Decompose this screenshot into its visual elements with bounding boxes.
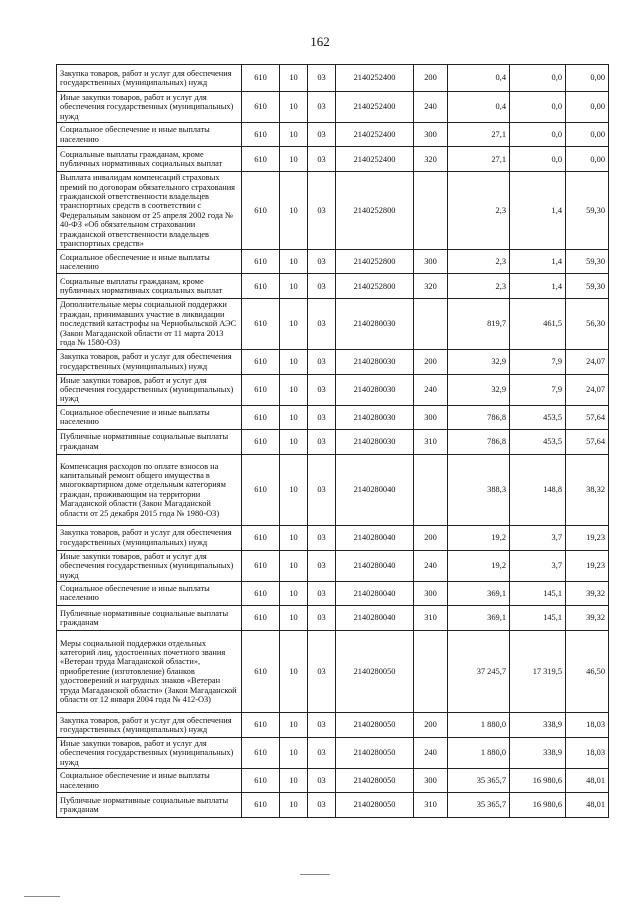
execution-percent: 18,03 <box>566 737 609 768</box>
expense-type-code <box>414 299 448 349</box>
expense-type-code: 300 <box>414 769 448 793</box>
target-article-code: 2140252800 <box>336 172 414 250</box>
target-article-code: 2140280050 <box>336 769 414 793</box>
target-article-code: 2140280050 <box>336 630 414 712</box>
table-row <box>57 65 609 92</box>
executed-amount: 7,9 <box>510 349 566 374</box>
table-row <box>57 429 609 454</box>
row-name: Закупка товаров, работ и услуг для обеспечения государственных (муниципальных) нужд <box>57 712 242 737</box>
table-row <box>57 405 609 429</box>
table-row <box>57 123 609 147</box>
expense-type-code: 300 <box>414 581 448 605</box>
plan-amount: 819,7 <box>448 299 510 349</box>
section-code: 10 <box>280 65 308 92</box>
executed-amount: 338,9 <box>510 737 566 768</box>
expense-type-code <box>414 454 448 525</box>
plan-amount: 2,3 <box>448 274 510 299</box>
execution-percent: 19,23 <box>566 550 609 581</box>
row-name: Меры социальной поддержки отдельных категорий лиц, удостоенных почетного звания «Ветеран труда Магаданской области», приобретение (изготовление) бланков удостоверений и нагрудных знаков «Ветеран труда Магаданской области» (Закон Магаданской области от 12 января 2004 года № 412-ОЗ) <box>57 630 242 712</box>
row-name: Социальное обеспечение и иные выплаты населению <box>57 581 242 605</box>
ministry-code: 610 <box>242 737 280 768</box>
row-name: Публичные нормативные социальные выплаты гражданам <box>57 793 242 818</box>
plan-amount: 2,3 <box>448 172 510 250</box>
target-article-code: 2140252800 <box>336 250 414 274</box>
ministry-code: 610 <box>242 793 280 818</box>
subsection-code: 03 <box>308 429 336 454</box>
ministry-code: 610 <box>242 349 280 374</box>
plan-amount: 35 365,7 <box>448 769 510 793</box>
section-code: 10 <box>280 769 308 793</box>
row-name: Социальное обеспечение и иные выплаты населению <box>57 769 242 793</box>
ministry-code: 610 <box>242 550 280 581</box>
plan-amount: 27,1 <box>448 123 510 147</box>
subsection-code: 03 <box>308 250 336 274</box>
target-article-code: 2140252400 <box>336 65 414 92</box>
executed-amount: 461,5 <box>510 299 566 349</box>
table-row <box>57 454 609 525</box>
section-code: 10 <box>280 525 308 550</box>
plan-amount: 27,1 <box>448 147 510 172</box>
target-article-code: 2140280040 <box>336 581 414 605</box>
execution-percent: 18,03 <box>566 712 609 737</box>
executed-amount: 145,1 <box>510 581 566 605</box>
table-row <box>57 374 609 405</box>
execution-percent: 19,23 <box>566 525 609 550</box>
ministry-code: 610 <box>242 454 280 525</box>
target-article-code: 2140252400 <box>336 147 414 172</box>
ministry-code: 610 <box>242 92 280 123</box>
section-code: 10 <box>280 92 308 123</box>
subsection-code: 03 <box>308 605 336 630</box>
row-name: Публичные нормативные социальные выплаты гражданам <box>57 605 242 630</box>
ministry-code: 610 <box>242 123 280 147</box>
budget-table <box>56 64 609 818</box>
execution-percent: 39,32 <box>566 605 609 630</box>
expense-type-code: 200 <box>414 65 448 92</box>
executed-amount: 1,4 <box>510 250 566 274</box>
plan-amount: 1 880,0 <box>448 712 510 737</box>
subsection-code: 03 <box>308 454 336 525</box>
expense-type-code: 240 <box>414 737 448 768</box>
execution-percent: 38,32 <box>566 454 609 525</box>
plan-amount: 0,4 <box>448 92 510 123</box>
execution-percent: 57,64 <box>566 405 609 429</box>
section-code: 10 <box>280 250 308 274</box>
subsection-code: 03 <box>308 737 336 768</box>
target-article-code: 2140280040 <box>336 454 414 525</box>
table-row <box>57 349 609 374</box>
plan-amount: 369,1 <box>448 605 510 630</box>
table-row <box>57 147 609 172</box>
execution-percent: 59,30 <box>566 172 609 250</box>
table-row <box>57 92 609 123</box>
row-name: Социальное обеспечение и иные выплаты населению <box>57 123 242 147</box>
section-code: 10 <box>280 299 308 349</box>
ministry-code: 610 <box>242 712 280 737</box>
expense-type-code: 240 <box>414 374 448 405</box>
subsection-code: 03 <box>308 123 336 147</box>
ministry-code: 610 <box>242 525 280 550</box>
plan-amount: 0,4 <box>448 65 510 92</box>
plan-amount: 2,3 <box>448 250 510 274</box>
execution-percent: 0,00 <box>566 123 609 147</box>
row-name: Закупка товаров, работ и услуг для обеспечения государственных (муниципальных) нужд <box>57 349 242 374</box>
section-code: 10 <box>280 605 308 630</box>
execution-percent: 59,30 <box>566 250 609 274</box>
section-code: 10 <box>280 429 308 454</box>
target-article-code: 2140252400 <box>336 92 414 123</box>
expense-type-code: 300 <box>414 405 448 429</box>
executed-amount: 3,7 <box>510 525 566 550</box>
expense-type-code <box>414 630 448 712</box>
section-code: 10 <box>280 793 308 818</box>
subsection-code: 03 <box>308 630 336 712</box>
row-name: Публичные нормативные социальные выплаты гражданам <box>57 429 242 454</box>
executed-amount: 1,4 <box>510 274 566 299</box>
subsection-code: 03 <box>308 65 336 92</box>
subsection-code: 03 <box>308 769 336 793</box>
ministry-code: 610 <box>242 65 280 92</box>
table-row <box>57 793 609 818</box>
plan-amount: 32,9 <box>448 374 510 405</box>
target-article-code: 2140280030 <box>336 374 414 405</box>
target-article-code: 2140280040 <box>336 605 414 630</box>
expense-type-code: 300 <box>414 250 448 274</box>
expense-type-code: 240 <box>414 550 448 581</box>
plan-amount: 19,2 <box>448 550 510 581</box>
execution-percent: 48,01 <box>566 793 609 818</box>
executed-amount: 145,1 <box>510 605 566 630</box>
execution-percent: 39,32 <box>566 581 609 605</box>
subsection-code: 03 <box>308 147 336 172</box>
ministry-code: 610 <box>242 405 280 429</box>
table-row <box>57 525 609 550</box>
section-code: 10 <box>280 550 308 581</box>
ministry-code: 610 <box>242 605 280 630</box>
plan-amount: 32,9 <box>448 349 510 374</box>
expense-type-code: 300 <box>414 123 448 147</box>
row-name: Иные закупки товаров, работ и услуг для обеспечения государственных (муниципальных) нужд <box>57 374 242 405</box>
expense-type-code: 310 <box>414 793 448 818</box>
row-name: Дополнительные меры социальной поддержки граждан, принимавших участие в ликвидации последствий катастрофы на Чернобыльской АЭС (Закон Магаданской области от 11 марта 2013 года № 1580-ОЗ) <box>57 299 242 349</box>
section-code: 10 <box>280 712 308 737</box>
executed-amount: 0,0 <box>510 123 566 147</box>
section-code: 10 <box>280 374 308 405</box>
executed-amount: 3,7 <box>510 550 566 581</box>
execution-percent: 24,07 <box>566 349 609 374</box>
row-name: Закупка товаров, работ и услуг для обеспечения государственных (муниципальных) нужд <box>57 525 242 550</box>
target-article-code: 2140252800 <box>336 274 414 299</box>
execution-percent: 57,64 <box>566 429 609 454</box>
plan-amount: 786,8 <box>448 429 510 454</box>
section-code: 10 <box>280 581 308 605</box>
executed-amount: 16 980,6 <box>510 793 566 818</box>
target-article-code: 2140280030 <box>336 349 414 374</box>
expense-type-code: 200 <box>414 712 448 737</box>
executed-amount: 453,5 <box>510 429 566 454</box>
row-name: Социальные выплаты гражданам, кроме публичных нормативных социальных выплат <box>57 147 242 172</box>
section-code: 10 <box>280 454 308 525</box>
execution-percent: 24,07 <box>566 374 609 405</box>
table-row <box>57 581 609 605</box>
target-article-code: 2140280050 <box>336 737 414 768</box>
subsection-code: 03 <box>308 712 336 737</box>
row-name: Выплата инвалидам компенсаций страховых премий по договорам обязательного страхования гражданской ответственности владельцев транспортных средств в соответствии с Федеральным законом от 25 апреля 2002 года № 40-ФЗ «Об обязательном страховании гражданской ответственности владельцев транспортных средств» <box>57 172 242 250</box>
executed-amount: 1,4 <box>510 172 566 250</box>
executed-amount: 0,0 <box>510 92 566 123</box>
plan-amount: 369,1 <box>448 581 510 605</box>
executed-amount: 17 319,5 <box>510 630 566 712</box>
section-code: 10 <box>280 147 308 172</box>
page-number: 162 <box>310 34 330 49</box>
target-article-code: 2140280050 <box>336 793 414 818</box>
plan-amount: 786,8 <box>448 405 510 429</box>
execution-percent: 46,50 <box>566 630 609 712</box>
section-code: 10 <box>280 630 308 712</box>
expense-type-code: 320 <box>414 147 448 172</box>
section-code: 10 <box>280 172 308 250</box>
section-code: 10 <box>280 349 308 374</box>
expense-type-code: 320 <box>414 274 448 299</box>
expense-type-code: 200 <box>414 349 448 374</box>
plan-amount: 19,2 <box>448 525 510 550</box>
ministry-code: 610 <box>242 147 280 172</box>
executed-amount: 338,9 <box>510 712 566 737</box>
table-row <box>57 274 609 299</box>
subsection-code: 03 <box>308 349 336 374</box>
row-name: Иные закупки товаров, работ и услуг для обеспечения государственных (муниципальных) нужд <box>57 737 242 768</box>
table-row <box>57 712 609 737</box>
executed-amount: 0,0 <box>510 65 566 92</box>
section-code: 10 <box>280 274 308 299</box>
subsection-code: 03 <box>308 405 336 429</box>
ministry-code: 610 <box>242 299 280 349</box>
row-name: Социальное обеспечение и иные выплаты населению <box>57 405 242 429</box>
plan-amount: 1 880,0 <box>448 737 510 768</box>
ministry-code: 610 <box>242 429 280 454</box>
target-article-code: 2140280030 <box>336 299 414 349</box>
target-article-code: 2140280040 <box>336 550 414 581</box>
row-name: Социальное обеспечение и иные выплаты населению <box>57 250 242 274</box>
executed-amount: 148,8 <box>510 454 566 525</box>
table-row <box>57 737 609 768</box>
subsection-code: 03 <box>308 274 336 299</box>
table-row <box>57 299 609 349</box>
subsection-code: 03 <box>308 793 336 818</box>
expense-type-code: 240 <box>414 92 448 123</box>
ministry-code: 610 <box>242 630 280 712</box>
expense-type-code: 200 <box>414 525 448 550</box>
table-row <box>57 605 609 630</box>
ministry-code: 610 <box>242 374 280 405</box>
subsection-code: 03 <box>308 92 336 123</box>
target-article-code: 2140280030 <box>336 405 414 429</box>
section-code: 10 <box>280 405 308 429</box>
subsection-code: 03 <box>308 550 336 581</box>
subsection-code: 03 <box>308 299 336 349</box>
execution-percent: 56,30 <box>566 299 609 349</box>
executed-amount: 16 980,6 <box>510 769 566 793</box>
subsection-code: 03 <box>308 374 336 405</box>
row-name: Закупка товаров, работ и услуг для обеспечения государственных (муниципальных) нужд <box>57 65 242 92</box>
executed-amount: 0,0 <box>510 147 566 172</box>
target-article-code: 2140280040 <box>336 525 414 550</box>
target-article-code: 2140280050 <box>336 712 414 737</box>
row-name: Иные закупки товаров, работ и услуг для обеспечения государственных (муниципальных) нужд <box>57 92 242 123</box>
footer-rule-left <box>24 896 60 897</box>
execution-percent: 0,00 <box>566 92 609 123</box>
footer-rule-right <box>300 874 330 875</box>
table-row <box>57 172 609 250</box>
execution-percent: 48,01 <box>566 769 609 793</box>
row-name: Компенсация расходов по оплате взносов на капитальный ремонт общего имущества в многоквартирном доме отдельным категориям граждан, проживающим на территории Магаданской области (Закон Магаданской области от 25 декабря 2015 года № 1980-ОЗ) <box>57 454 242 525</box>
table-row <box>57 250 609 274</box>
executed-amount: 453,5 <box>510 405 566 429</box>
table-row <box>57 550 609 581</box>
plan-amount: 37 245,7 <box>448 630 510 712</box>
subsection-code: 03 <box>308 581 336 605</box>
execution-percent: 0,00 <box>566 147 609 172</box>
subsection-code: 03 <box>308 525 336 550</box>
section-code: 10 <box>280 123 308 147</box>
expense-type-code <box>414 172 448 250</box>
table-row <box>57 769 609 793</box>
row-name: Социальные выплаты гражданам, кроме публичных нормативных социальных выплат <box>57 274 242 299</box>
execution-percent: 59,30 <box>566 274 609 299</box>
ministry-code: 610 <box>242 250 280 274</box>
ministry-code: 610 <box>242 581 280 605</box>
execution-percent: 0,00 <box>566 65 609 92</box>
section-code: 10 <box>280 737 308 768</box>
plan-amount: 388,3 <box>448 454 510 525</box>
target-article-code: 2140280030 <box>336 429 414 454</box>
ministry-code: 610 <box>242 172 280 250</box>
row-name: Иные закупки товаров, работ и услуг для обеспечения государственных (муниципальных) нужд <box>57 550 242 581</box>
table-body <box>57 65 609 818</box>
target-article-code: 2140252400 <box>336 123 414 147</box>
ministry-code: 610 <box>242 769 280 793</box>
table-row <box>57 630 609 712</box>
expense-type-code: 310 <box>414 605 448 630</box>
expense-type-code: 310 <box>414 429 448 454</box>
plan-amount: 35 365,7 <box>448 793 510 818</box>
executed-amount: 7,9 <box>510 374 566 405</box>
ministry-code: 610 <box>242 274 280 299</box>
subsection-code: 03 <box>308 172 336 250</box>
